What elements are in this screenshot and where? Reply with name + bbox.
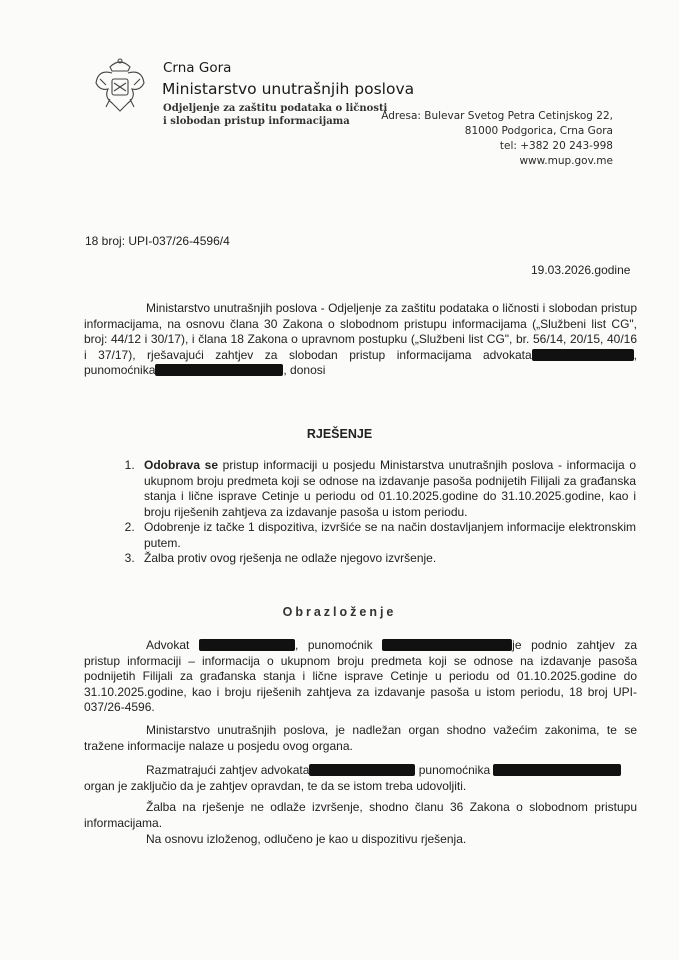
dispositive-item-3: [138, 551, 636, 567]
intro-text: Ministarstvo unutrašnjih poslova - Odjeljenje za zaštitu podataka o ličnosti i slobodan pristup informacijama, na osnovu člana 30 Zakona o slobodnom pristupu informacijama („Službeni list CG", broj: 44/12 i 30/17), i člana 18 Zakona o upravnom postupku („Službeni list CG", br. 56/14, 20/15, 40/16 i 37/17), rješavajući zahtjev za slobodan pristup informacijama: [84, 301, 637, 362]
redacted-name: [532, 349, 634, 361]
reasoning-paragraph-1: [84, 638, 637, 716]
reasoning-text: Advokat: [146, 638, 190, 652]
redacted-name: [155, 364, 283, 376]
intro-donosi: , donosi: [283, 363, 326, 377]
reasoning-text: Razmatrajući zahtjev advokata: [146, 763, 310, 777]
reasoning-title: Obrazloženje: [282, 605, 397, 619]
dispositive-item-1: [138, 458, 636, 520]
reference-number: 18 broj: UPI-037/26-4596/4: [85, 234, 230, 248]
department-line-1: Odjeljenje za zaštitu podataka o ličnosti: [163, 103, 388, 114]
dispositive-item-2: [138, 520, 636, 551]
coat-of-arms-icon: [92, 55, 148, 115]
letterhead-ministry: Ministarstvo unutrašnjih poslova: [162, 80, 415, 98]
intro-advokata: advokata: [482, 347, 532, 362]
redacted-name: [199, 639, 295, 651]
redacted-name: [493, 764, 621, 776]
reasoning-text: organ je zaključio da je zahtjev opravdan, te da se istom treba udovoljiti.: [84, 778, 467, 793]
reasoning-text: je podnio zahtjev za pristup informaciji – informacija o ukupnom broju predmeta koji se odnose na izdavanje pasoša podnijetih Filijali za građanska stanja i lične isprave Cetinje u periodu od 01.10.2025.godine do 31.10.2025.godine, kao i broju riješenih zahtjeva za izdavanje pasoša u istom periodu, 18 broj UPI-037/26-4596.: [84, 638, 637, 714]
reasoning-paragraph-5: Na osnovu izloženog, odlučeno je kao u dispozitivu rješenja.: [146, 832, 467, 846]
reasoning-text: , punomoćnik: [294, 638, 373, 652]
redacted-name: [309, 764, 415, 776]
reasoning-text: punomoćnika: [415, 763, 491, 777]
address-web: www.mup.gov.me: [519, 155, 613, 167]
reasoning-paragraph-2: Ministarstvo unutrašnjih poslova, je nadležan organ shodno važećim zakonima, te se tražene informacije nalaze u posjedu ovog organa.: [84, 723, 637, 753]
dispositive-text: Žalba protiv ovog rješenja ne odlaže njegovo izvršenje.: [144, 551, 437, 565]
dispositive-text: Odobrenje iz tačke 1 dispozitiva, izvršiće se na način dostavljanjem informacije elektronskim putem.: [144, 520, 636, 550]
intro-punomocnika: , punomoćnika: [84, 347, 637, 377]
dispositive-list: [98, 458, 636, 567]
reasoning-paragraph-4: Žalba na rješenje ne odlaže izvršenje, shodno članu 36 Zakona o slobodnom pristupu informacijama.: [84, 800, 637, 830]
letterhead-country: Crna Gora: [163, 60, 232, 76]
redacted-name: [382, 639, 512, 651]
reasoning-paragraph-3: [84, 763, 637, 794]
address-street: Adresa: Bulevar Svetog Petra Cetinjskog 22,: [381, 110, 613, 122]
intro-paragraph: [84, 301, 637, 379]
address-phone: tel: +382 20 243-998: [499, 140, 613, 152]
letterhead-department: [163, 102, 387, 128]
dispositive-bold: Odobrava se: [144, 458, 219, 472]
address-city: 81000 Podgorica, Crna Gora: [464, 125, 613, 137]
dispositive-text: pristup informaciji u posjedu Ministarstva unutrašnjih poslova - informacija o ukupnom broju predmeta koji se odnose na izdavanje pasoša podnijetih Filijali za građanska stanja i lične isprave Cetinje u periodu od 01.10.2025.godine do 31.10.2025.godine, kao i broju riješenih zahtjeva za izdavanje pasoša u istom periodu.: [144, 458, 636, 519]
decision-title: RJEŠENJE: [306, 427, 373, 441]
address-block: [381, 109, 613, 169]
department-line-2: i slobodan pristup informacijama: [163, 116, 350, 127]
document-date: 19.03.2026.godine: [531, 263, 631, 277]
